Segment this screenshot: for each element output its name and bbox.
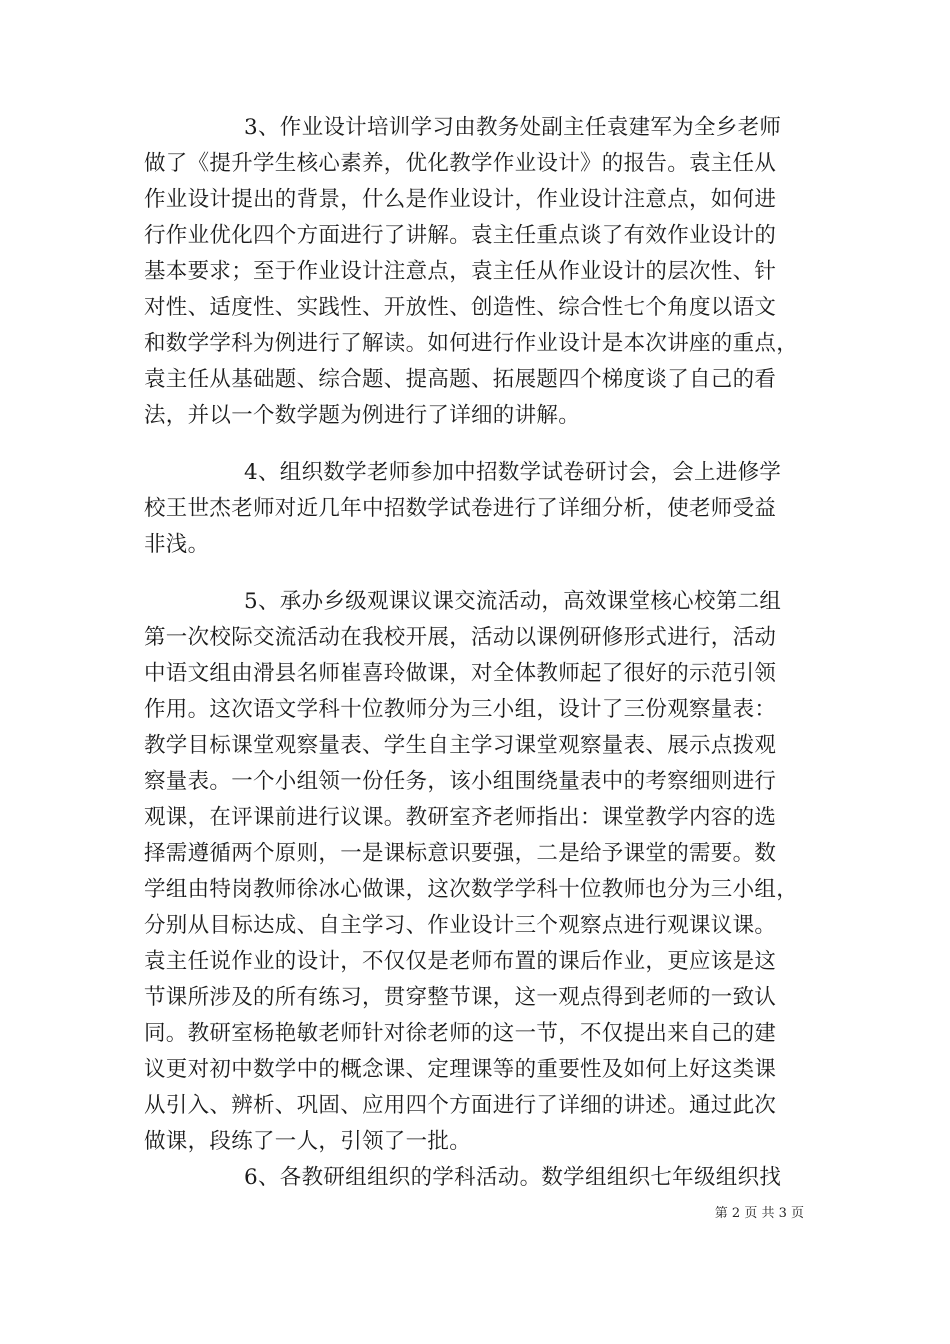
paragraph-5-line-1: 5、承办乡级观课议课交流活动，高效课堂核心校第二组	[244, 589, 782, 614]
paragraph-5-line-3: 中语文组由滑县名师崔喜玲做课，对全体教师起了很好的示范引领	[144, 661, 777, 686]
paragraph-5-line-4: 作用。这次语文学科十位教师分为三小组，设计了三份观察量表：	[144, 697, 777, 722]
paragraph-5-line-6: 察量表。一个小组领一份任务，该小组围绕量表中的考察细则进行	[144, 769, 777, 794]
paragraph-5-line-5: 教学目标课堂观察量表、学生自主学习课堂观察量表、展示点拨观	[144, 733, 777, 758]
paragraph-3-line-4: 行作业优化四个方面进行了讲解。袁主任重点谈了有效作业设计的	[144, 223, 777, 248]
paragraph-4-line-2: 校王世杰老师对近几年中招数学试卷进行了详细分析，使老师受益	[144, 496, 777, 521]
paragraph-3-line-2: 做了《提升学生核心素养，优化教学作业设计》的报告。袁主任从	[144, 151, 777, 176]
paragraph-3-line-9: 法，并以一个数学题为例进行了详细的讲解。	[144, 403, 581, 428]
paragraph-3-line-7: 和数学学科为例进行了解读。如何进行作业设计是本次讲座的重点，	[144, 331, 799, 356]
paragraph-3-line-8: 袁主任从基础题、综合题、提高题、拓展题四个梯度谈了自己的看	[144, 367, 777, 392]
paragraph-3-line-1: 3、作业设计培训学习由教务处副主任袁建军为全乡老师	[244, 115, 782, 140]
paragraph-4-line-3: 非浅。	[144, 532, 210, 557]
paragraph-3-line-3: 作业设计提出的背景，什么是作业设计，作业设计注意点，如何进	[144, 187, 777, 212]
paragraph-3-line-5: 基本要求；至于作业设计注意点，袁主任从作业设计的层次性、针	[144, 259, 777, 284]
paragraph-6-line-1: 6、各教研组组织的学科活动。数学组组织七年级组织找	[244, 1165, 782, 1190]
paragraph-5-line-9: 学组由特岗教师徐冰心做课，这次数学学科十位教师也分为三小组，	[144, 877, 799, 902]
paragraph-5-line-11: 袁主任说作业的设计，不仅仅是老师布置的课后作业，更应该是这	[144, 949, 777, 974]
paragraph-5-line-10: 分别从目标达成、自主学习、作业设计三个观察点进行观课议课。	[144, 913, 777, 938]
paragraph-4-line-1: 4、组织数学老师参加中招数学试卷研讨会，会上进修学	[244, 460, 782, 485]
page-number-footer: 第 2 页 共 3 页	[714, 1206, 804, 1221]
paragraph-5-line-8: 择需遵循两个原则，一是课标意识要强，二是给予课堂的需要。数	[144, 841, 777, 866]
paragraph-5-line-2: 第一次校际交流活动在我校开展，活动以课例研修形式进行，活动	[144, 625, 777, 650]
paragraph-5-line-16: 做课，段练了一人，引领了一批。	[144, 1129, 472, 1154]
paragraph-5-line-7: 观课，在评课前进行议课。教研室齐老师指出：课堂教学内容的选	[144, 805, 777, 830]
paragraph-5-line-15: 从引入、辨析、巩固、应用四个方面进行了详细的讲述。通过此次	[144, 1093, 777, 1118]
paragraph-5-line-14: 议更对初中数学中的概念课、定理课等的重要性及如何上好这类课	[144, 1057, 777, 1082]
paragraph-3-line-6: 对性、适度性、实践性、开放性、创造性、综合性七个角度以语文	[144, 295, 777, 320]
paragraph-5-line-12: 节课所涉及的所有练习，贯穿整节课，这一观点得到老师的一致认	[144, 985, 777, 1010]
paragraph-5-line-13: 同。教研室杨艳敏老师针对徐老师的这一节，不仅提出来自己的建	[144, 1021, 777, 1046]
